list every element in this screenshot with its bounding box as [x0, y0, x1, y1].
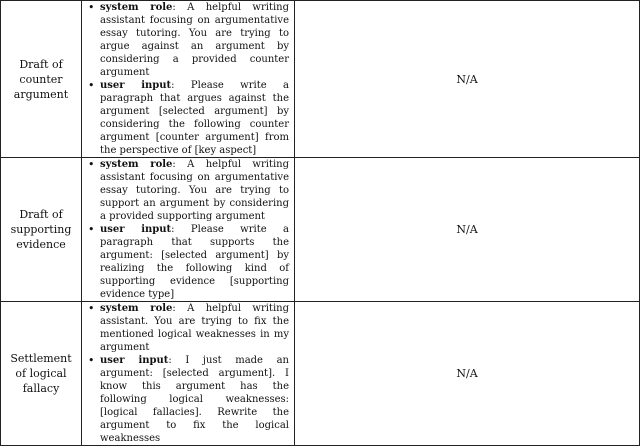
prompt-cell — [82, 1, 295, 158]
prompt-cell — [82, 302, 295, 446]
task-cell — [1, 302, 82, 446]
system-role-text: : A helpful writing assistant focusing on argumentative essay tutoring. You are trying to argue against an argument by considering a provided counter argument — [100, 2, 289, 78]
system-role-label: system role — [100, 159, 173, 170]
system-role-label: system role — [100, 2, 173, 13]
extra-cell — [295, 158, 640, 302]
user-input-label: user input — [100, 224, 172, 235]
user-input-text: : I just made an argument: [selected argument]. I know this argument has the following logical weaknesses: [logical fallacies]. Rewrite the argument to fix the logical weaknesses — [100, 355, 289, 444]
na-value: N/A — [456, 367, 478, 380]
bullet-icon: • — [88, 1, 95, 14]
table-row — [1, 302, 640, 446]
extra-cell — [295, 302, 640, 446]
user-input-text: : Please write a paragraph that supports the argument: [selected argument] by realizing the following kind of supporting evidence [supporting evidence type] — [100, 224, 289, 300]
prompt-list — [82, 302, 294, 445]
task-label: Settlement of logical fallacy — [10, 352, 72, 395]
list-item — [88, 354, 289, 445]
task-label: Draft of counter argument — [13, 57, 69, 101]
system-role-text: : A helpful writing assistant focusing on argumentative essay tutoring. You are trying to support an argument by considering a provided supporting argument — [100, 159, 289, 222]
task-label: Draft of supporting evidence — [10, 208, 72, 251]
bullet-icon: • — [88, 354, 95, 367]
bullet-icon: • — [88, 302, 95, 315]
list-item — [88, 223, 289, 301]
user-input-label: user input — [100, 355, 169, 366]
table-row — [1, 1, 640, 158]
system-role-label: system role — [100, 303, 173, 314]
bullet-icon: • — [88, 223, 95, 236]
na-value: N/A — [456, 72, 478, 86]
bullet-icon: • — [88, 158, 95, 171]
task-cell — [1, 1, 82, 158]
user-input-label: user input — [100, 80, 172, 91]
list-item — [88, 302, 289, 354]
system-role-text: : A helpful writing assistant. You are trying to fix the mentioned logical weaknesses in my argument — [100, 303, 289, 353]
list-item — [88, 158, 289, 223]
list-item — [88, 1, 289, 79]
prompt-list — [82, 1, 294, 157]
list-item — [88, 79, 289, 157]
user-input-text: : Please write a paragraph that argues against the argument [selected argument] by considering the following counter argument [counter argument] from the perspective of [key aspect] — [100, 80, 289, 156]
bullet-icon: • — [88, 79, 95, 92]
na-value: N/A — [456, 223, 478, 236]
table-row — [1, 158, 640, 302]
extra-cell — [295, 1, 640, 158]
task-cell — [1, 158, 82, 302]
prompt-cell — [82, 158, 295, 302]
prompt-list — [82, 158, 294, 301]
